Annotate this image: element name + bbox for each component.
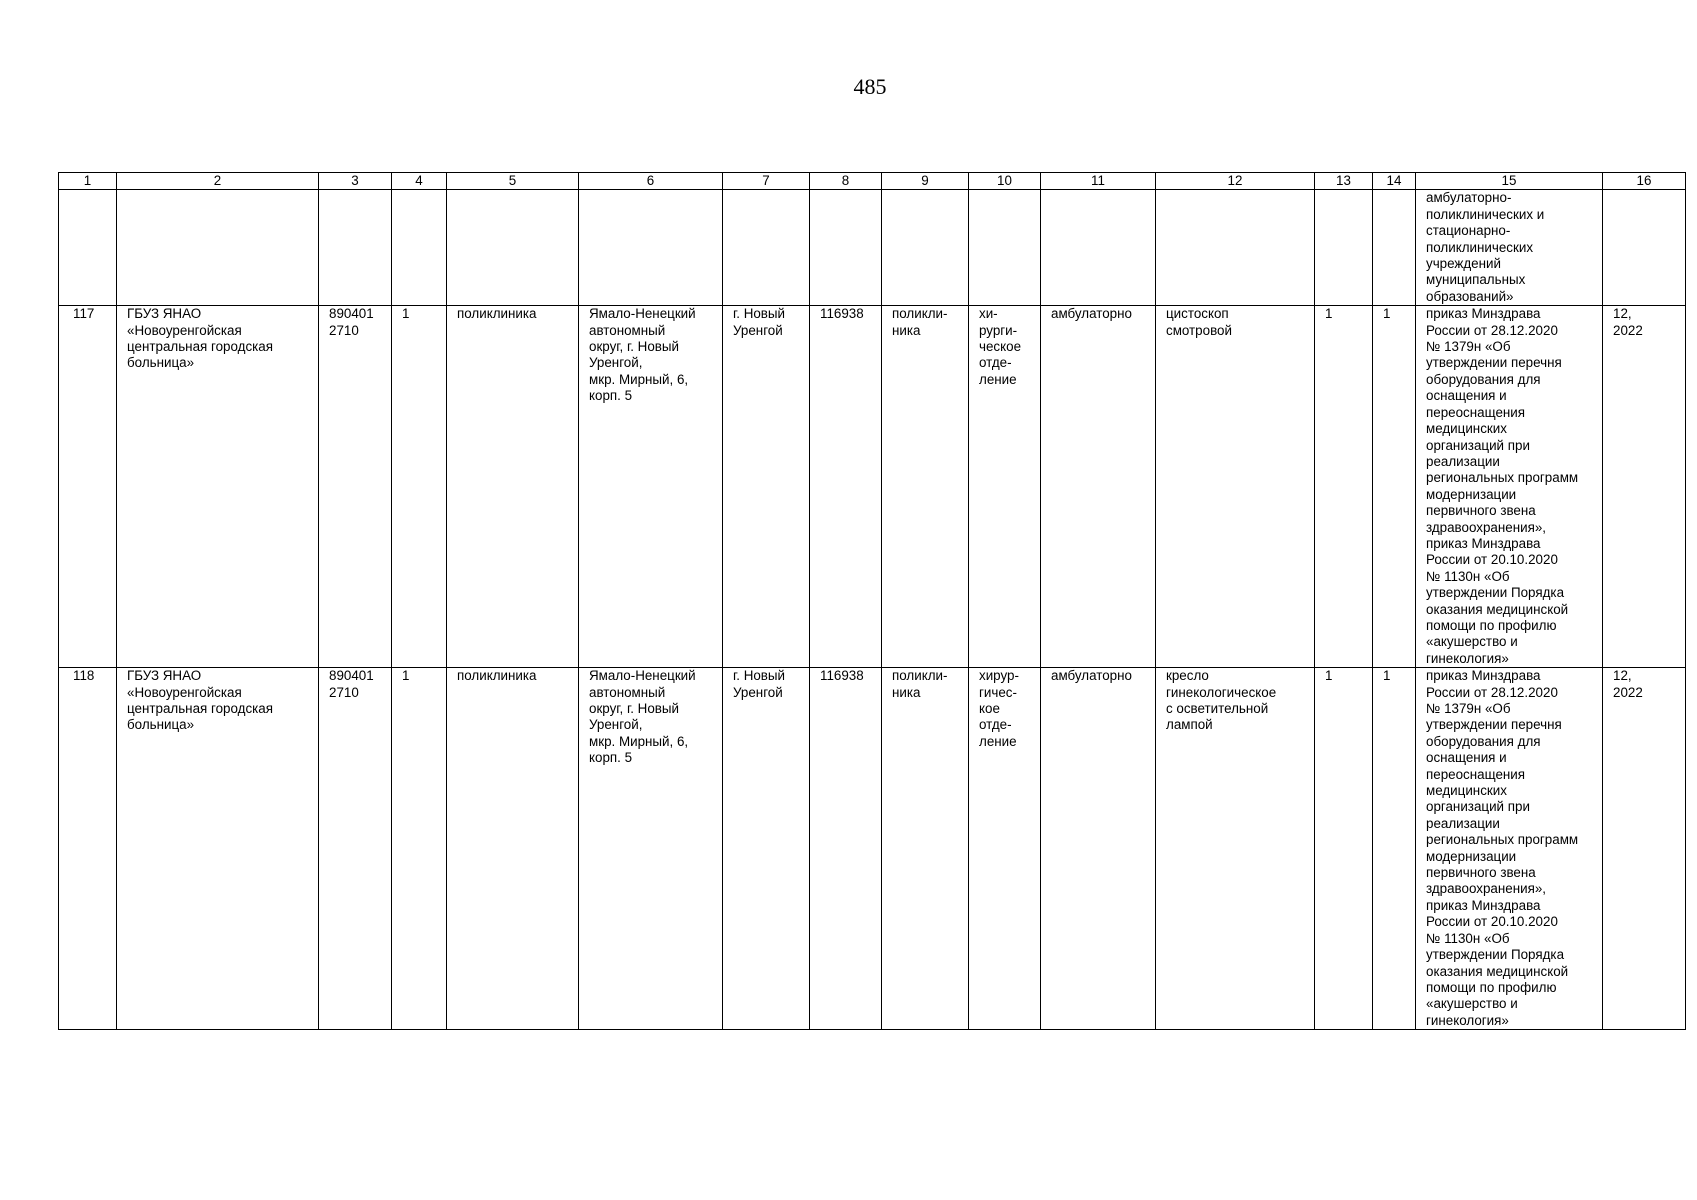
- col-header: 14: [1373, 173, 1416, 190]
- table-cell: хирур- гичес- кое отде- ление: [969, 668, 1041, 1030]
- table-cell: г. Новый Уренгой: [723, 306, 810, 668]
- table-cell: 1: [392, 668, 447, 1030]
- table-cell: Ямало-Ненецкий автономный округ, г. Новый Уренгой, мкр. Мирный, 6, корп. 5: [579, 306, 723, 668]
- table-cell: Ямало-Ненецкий автономный округ, г. Новый Уренгой, мкр. Мирный, 6, корп. 5: [579, 668, 723, 1030]
- table-cell: 1: [1315, 668, 1373, 1030]
- table-cell: [1156, 190, 1315, 306]
- table-cell: [1041, 190, 1156, 306]
- col-header: 2: [117, 173, 319, 190]
- row-number: 118: [59, 668, 117, 1030]
- table-cell: [447, 190, 579, 306]
- col-header: 11: [1041, 173, 1156, 190]
- col-header: 6: [579, 173, 723, 190]
- col-header: 10: [969, 173, 1041, 190]
- table-cell: ГБУЗ ЯНАО «Новоуренгойская центральная городская больница»: [117, 306, 319, 668]
- table-cell: [117, 190, 319, 306]
- table-row: [59, 668, 1686, 1030]
- table-row: [59, 306, 1686, 668]
- col-header: 16: [1603, 173, 1686, 190]
- table-cell: поликли- ника: [882, 306, 969, 668]
- table-cell: 890401 2710: [319, 306, 392, 668]
- table-cell: [1603, 190, 1686, 306]
- table-cell: [59, 190, 117, 306]
- table-cell: цистоскоп смотровой: [1156, 306, 1315, 668]
- table-cell: амбулаторно: [1041, 668, 1156, 1030]
- table-cell: хи- рурги- ческое отде- ление: [969, 306, 1041, 668]
- table-cell: 1: [1373, 668, 1416, 1030]
- equipment-table: [58, 172, 1686, 1030]
- table-cell: [723, 190, 810, 306]
- col-header: 7: [723, 173, 810, 190]
- col-header: 9: [882, 173, 969, 190]
- table-cell: [882, 190, 969, 306]
- table-cell: ГБУЗ ЯНАО «Новоуренгойская центральная городская больница»: [117, 668, 319, 1030]
- table-cell: кресло гинекологическое с осветительной лампой: [1156, 668, 1315, 1030]
- col-header: 8: [810, 173, 882, 190]
- table-cell: 1: [1373, 306, 1416, 668]
- page-number: 485: [853, 74, 887, 99]
- col-header: 3: [319, 173, 392, 190]
- header-row: [59, 173, 1686, 190]
- table-cell: приказ Минздрава России от 28.12.2020 № 1379н «Об утверждении перечня оборудования для оснащения и переоснащения медицинских организаций при реализации региональных программ модернизации первичного звена здравоохранения», приказ Минздрава России от 20.10.2020 № 1130н «Об утверждении Порядка оказания медицинской помощи по профилю «акушерство и гинекология»: [1416, 306, 1603, 668]
- col-header: 13: [1315, 173, 1373, 190]
- table-cell: 890401 2710: [319, 668, 392, 1030]
- table-cell: поликли- ника: [882, 668, 969, 1030]
- table-cell: 12, 2022: [1603, 306, 1686, 668]
- col-header: 15: [1416, 173, 1603, 190]
- table-row: [59, 190, 1686, 306]
- col-header: 4: [392, 173, 447, 190]
- table-cell: амбулаторно: [1041, 306, 1156, 668]
- col-header: 12: [1156, 173, 1315, 190]
- table-cell: [1315, 190, 1373, 306]
- table-cell: [810, 190, 882, 306]
- col-header: 5: [447, 173, 579, 190]
- table-cell: 1: [392, 306, 447, 668]
- table-cell: [1373, 190, 1416, 306]
- table-cell: 1: [1315, 306, 1373, 668]
- table-cell: поликлиника: [447, 306, 579, 668]
- col-header: 1: [59, 173, 117, 190]
- table-cell: поликлиника: [447, 668, 579, 1030]
- table-cell: г. Новый Уренгой: [723, 668, 810, 1030]
- table-cell: [392, 190, 447, 306]
- table-cell: 12, 2022: [1603, 668, 1686, 1030]
- table-cell: приказ Минздрава России от 28.12.2020 № 1379н «Об утверждении перечня оборудования для оснащения и переоснащения медицинских организаций при реализации региональных программ модернизации первичного звена здравоохранения», приказ Минздрава России от 20.10.2020 № 1130н «Об утверждении Порядка оказания медицинской помощи по профилю «акушерство и гинекология»: [1416, 668, 1603, 1030]
- table-cell: [579, 190, 723, 306]
- table-cell: 116938: [810, 306, 882, 668]
- row-number: 117: [59, 306, 117, 668]
- table-cell: амбулаторно- поликлинических и стационарно- поликлинических учреждений муниципальных образований»: [1416, 190, 1603, 306]
- table-cell: 116938: [810, 668, 882, 1030]
- table-cell: [319, 190, 392, 306]
- table-cell: [969, 190, 1041, 306]
